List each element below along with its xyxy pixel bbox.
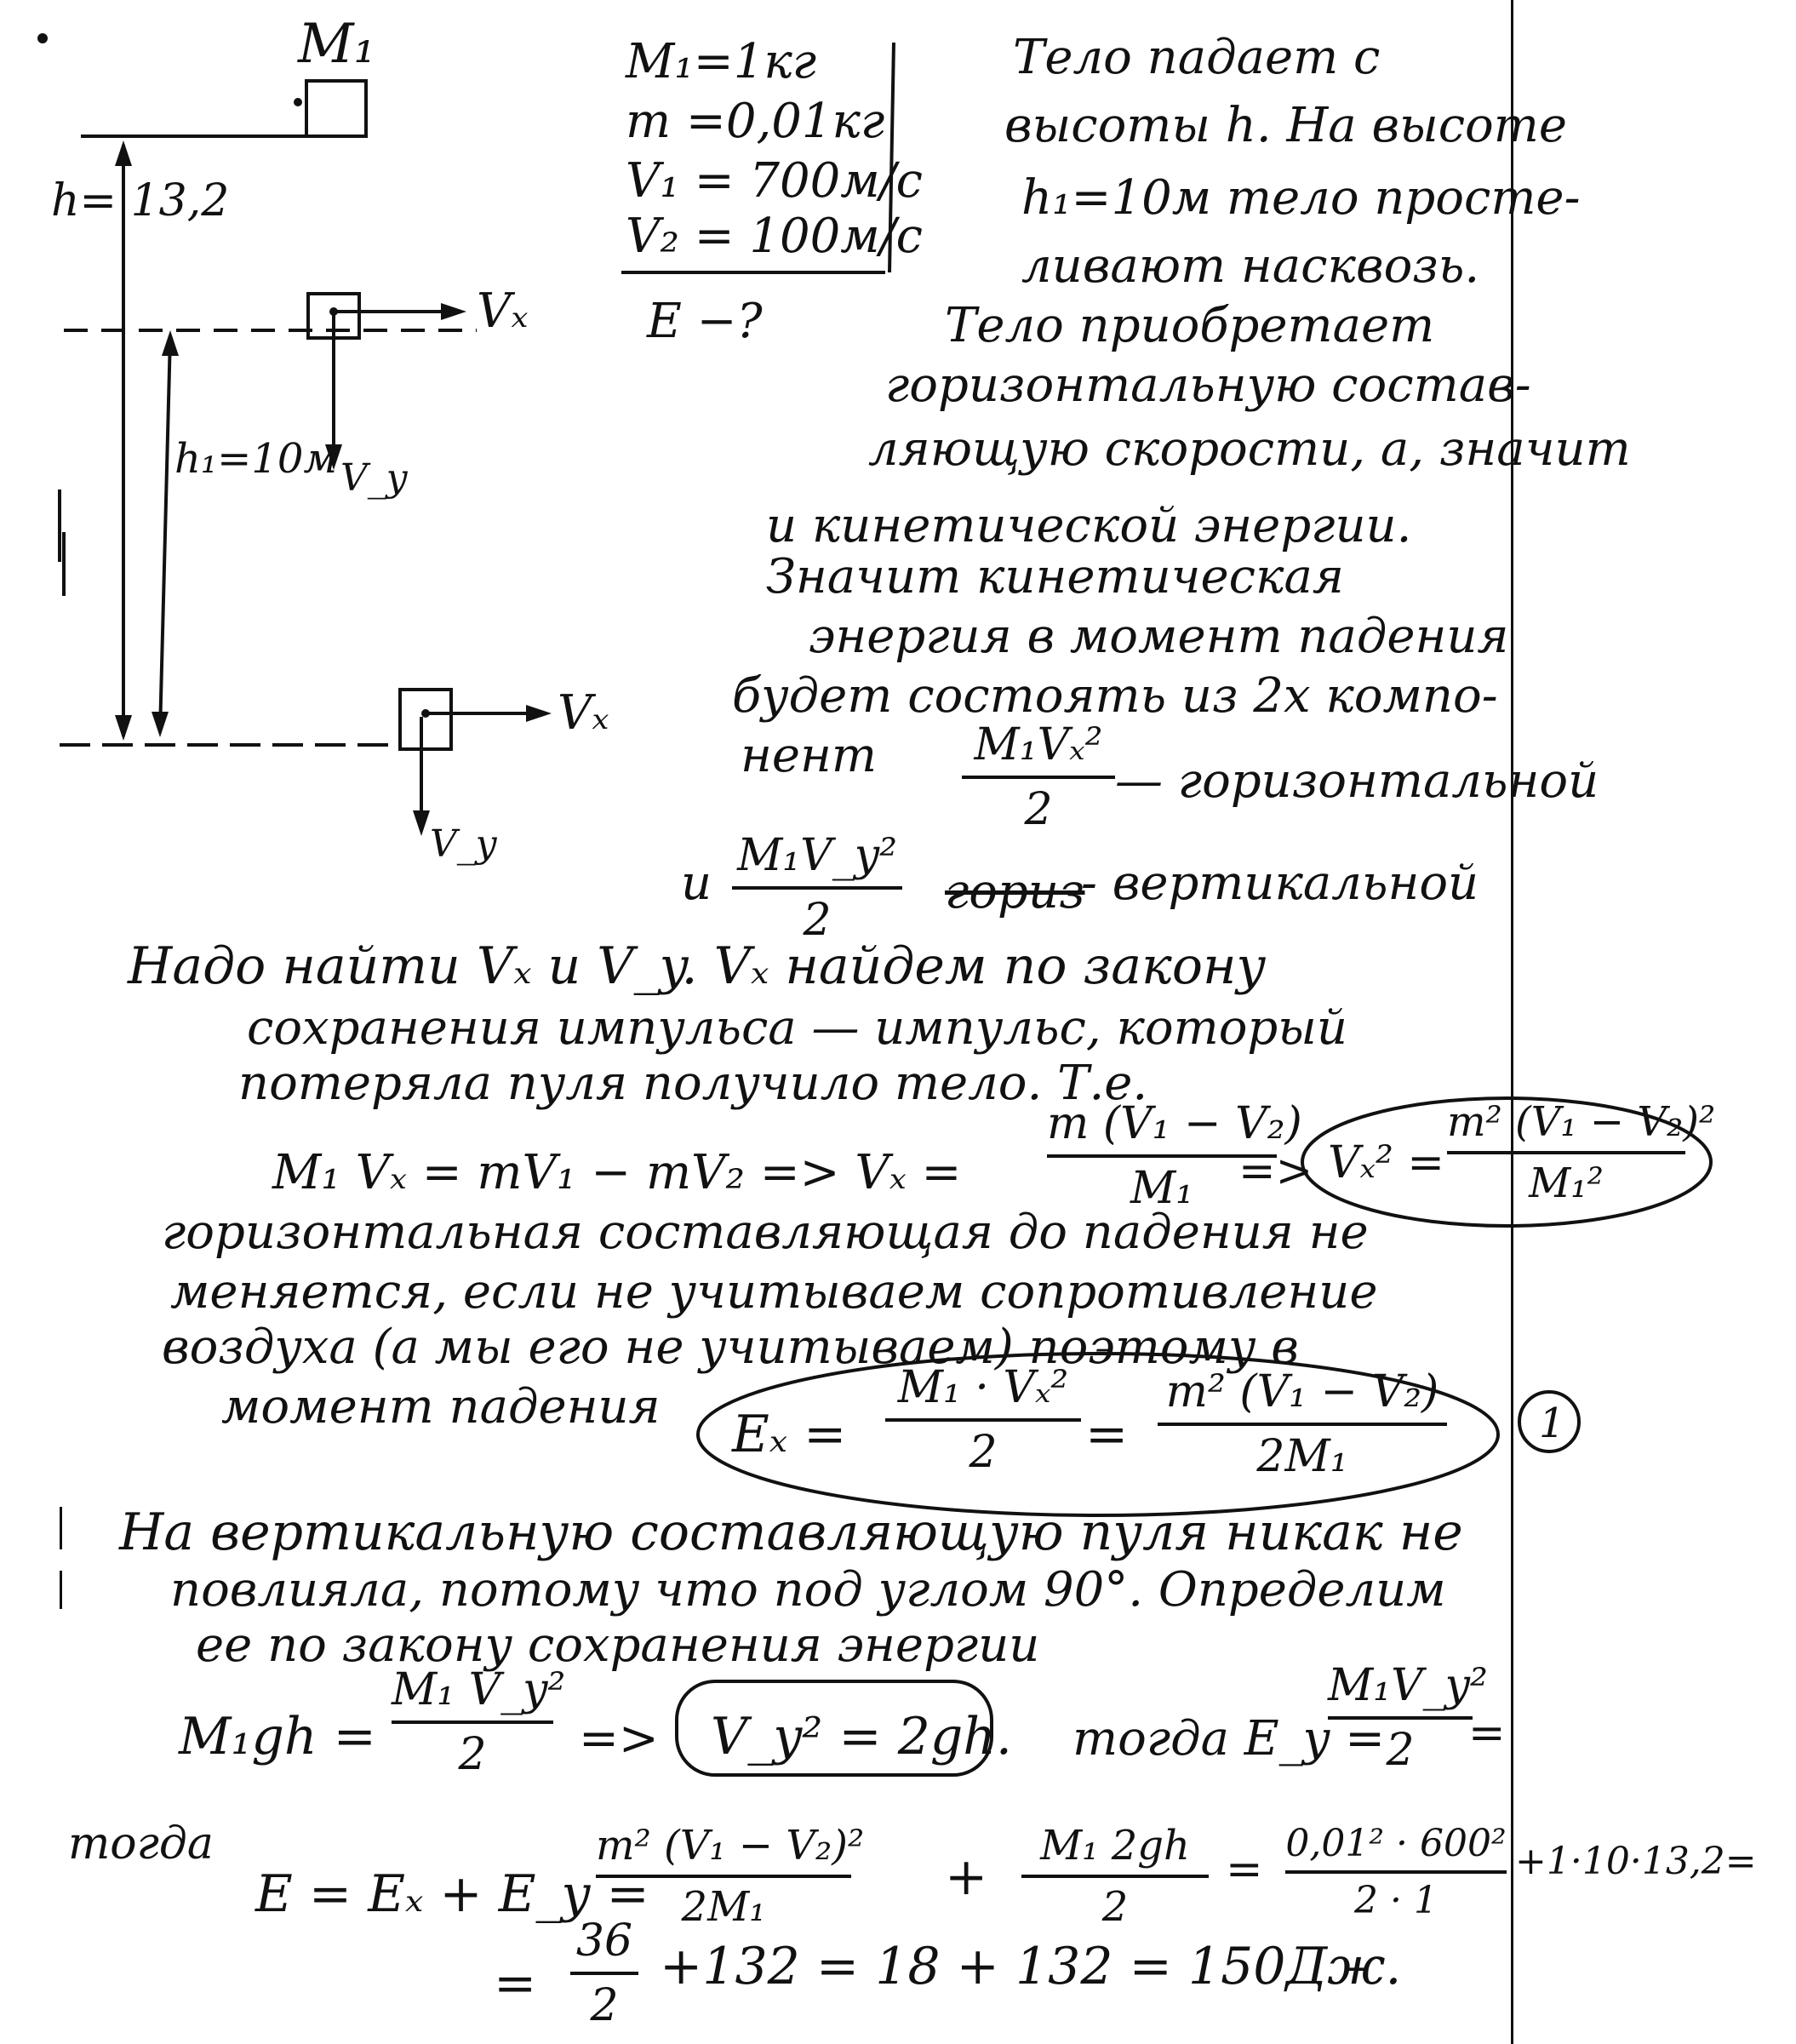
- comp1-num: M₁Vₓ²: [974, 719, 1103, 770]
- px-eq-sq-den: M₁²: [1529, 1159, 1604, 1207]
- given-item-3: V₁ = 700м/с: [626, 153, 923, 209]
- final-tail: +1·10·13,2=: [1515, 1840, 1757, 1883]
- given-item-4: V₂ = 100м/с: [626, 209, 923, 264]
- px-line-5: меняется, если не учитываем сопротивление: [170, 1264, 1378, 1320]
- vx-label-top: Vₓ: [477, 283, 529, 339]
- py-eq-num: M₁ V_y²: [392, 1664, 566, 1715]
- intro-line-4: ливают насквозь.: [1021, 238, 1480, 294]
- final-f4-num: 36: [575, 1915, 633, 1967]
- intro-line-8: и кинетической энергии.: [766, 498, 1412, 553]
- final-f2-num: M₁ 2gh: [1040, 1822, 1190, 1869]
- px-eq-den: M₁: [1130, 1163, 1194, 1214]
- ex-eq: =: [1085, 1405, 1129, 1464]
- py-then: тогда E_y =: [1072, 1711, 1386, 1766]
- px-eq-sq-num: m² (V₁ − V₂)²: [1447, 1098, 1716, 1146]
- py-eq-boxed: V_y² = 2gh.: [711, 1707, 1012, 1766]
- px-line-1: Надо найти Vₓ и V_y. Vₓ найдем по закону: [128, 936, 1267, 996]
- py-line-2: повлияла, потому что под углом 90°. Определим: [170, 1562, 1446, 1617]
- ex-den-1: 2: [969, 1427, 998, 1478]
- intro-line-9: Значит кинетическая: [766, 549, 1344, 604]
- intro-line-6: горизонтальную состав-: [885, 358, 1531, 413]
- ex-left: Eₓ =: [732, 1405, 847, 1464]
- py-eq-arrow: =>: [579, 1711, 659, 1766]
- px-eq-left: M₁ Vₓ = mV₁ − mV₂ => Vₓ =: [272, 1145, 962, 1200]
- body-label: M₁: [298, 13, 376, 76]
- vx-label-bottom: Vₓ: [558, 685, 609, 741]
- final-f2-den: 2: [1101, 1883, 1129, 1931]
- final-eq: =: [1226, 1844, 1263, 1895]
- comp2-prefix: и: [681, 856, 712, 911]
- intro-line-3: h₁=10м тело просте-: [1021, 170, 1581, 226]
- intro-line-7: ляющую скорости, а, значит: [868, 421, 1631, 477]
- py-line-1: На вертикальную составляющую пуля никак не: [119, 1503, 1463, 1562]
- comp2-struck: гориз: [945, 864, 1085, 919]
- final-line2-prefix: =: [494, 1954, 537, 2013]
- final-f3-den: 2 · 1: [1354, 1879, 1438, 1922]
- intro-line-2: высоты h. На высоте: [1004, 98, 1568, 153]
- ex-mark: 1: [1539, 1400, 1565, 1447]
- intro-line-11: будет состоять из 2х компо-: [732, 668, 1498, 724]
- comp2-text: - вертикальной: [1081, 856, 1479, 911]
- ey-fraction: [1328, 1660, 1488, 1776]
- comp1-text: — горизонтальной: [1115, 753, 1599, 809]
- final-line2-rest: +132 = 18 + 132 = 150Дж.: [660, 1937, 1402, 1996]
- final-fraction-4: [570, 1915, 638, 2031]
- px-line-7: момент падения: [221, 1379, 661, 1434]
- vy-label-bottom: V_y: [430, 822, 497, 866]
- intro-line-10: энергия в момент падения: [809, 609, 1509, 664]
- final-fraction-1: [596, 1822, 865, 1931]
- final-word: тогда: [68, 1818, 214, 1869]
- py-eq-left: M₁gh =: [179, 1707, 376, 1766]
- comp1-den: 2: [1024, 784, 1053, 835]
- find-label: E −?: [647, 294, 763, 349]
- intro-line-1: Тело падает с: [1013, 30, 1381, 85]
- comp2-den: 2: [803, 895, 832, 946]
- intro-line-12: нент: [741, 728, 878, 783]
- ex-num-1: M₁ · Vₓ²: [897, 1362, 1069, 1413]
- intro-line-5: Тело приобретает: [945, 298, 1435, 353]
- px-eq-arrow: =>: [1238, 1146, 1313, 1197]
- ey-num: M₁V_y²: [1328, 1660, 1488, 1711]
- final-f4-den: 2: [590, 1980, 619, 2031]
- px-eq-num: m (V₁ − V₂): [1047, 1098, 1302, 1149]
- final-fraction-3: [1285, 1822, 1507, 1922]
- h-label: h= 13,2: [51, 175, 230, 226]
- py-eq-den: 2: [458, 1729, 487, 1780]
- given-item-2: m =0,01кг: [626, 94, 885, 149]
- px-line-6: воздуха (а мы его не учитываем) поэтому в: [162, 1320, 1299, 1375]
- ex-den-2: 2M₁: [1256, 1431, 1348, 1482]
- vy-label-top: V_y: [340, 456, 408, 500]
- final-plus: +: [945, 1847, 988, 1907]
- given-item-1: M₁=1кг: [626, 34, 817, 89]
- ey-den: 2: [1386, 1725, 1415, 1776]
- h1-label: h₁=10м: [174, 435, 338, 483]
- px-line-2: сохранения импульса — импульс, который: [247, 1000, 1347, 1056]
- px-line-3: потеряла пуля получило тело. Т.е.: [238, 1056, 1148, 1111]
- comp2-num: M₁V_y²: [737, 830, 897, 881]
- final-f3-num: 0,01² · 600²: [1285, 1822, 1507, 1865]
- py-line-3: ее по закону сохранения энергии: [196, 1617, 1040, 1673]
- ex-num-2: m² (V₁ − V₂): [1165, 1366, 1439, 1417]
- final-f1-num: m² (V₁ − V₂)²: [596, 1822, 865, 1869]
- final-e-left: E = Eₓ + E_y =: [255, 1864, 649, 1924]
- px-line-4: горизонтальная составляющая до падения не: [162, 1205, 1369, 1260]
- px-eq-sq-left: Vₓ² =: [1328, 1137, 1444, 1188]
- ey-eq: =: [1468, 1708, 1506, 1759]
- final-f1-den: 2M₁: [681, 1883, 766, 1931]
- final-fraction-2: [1021, 1822, 1209, 1931]
